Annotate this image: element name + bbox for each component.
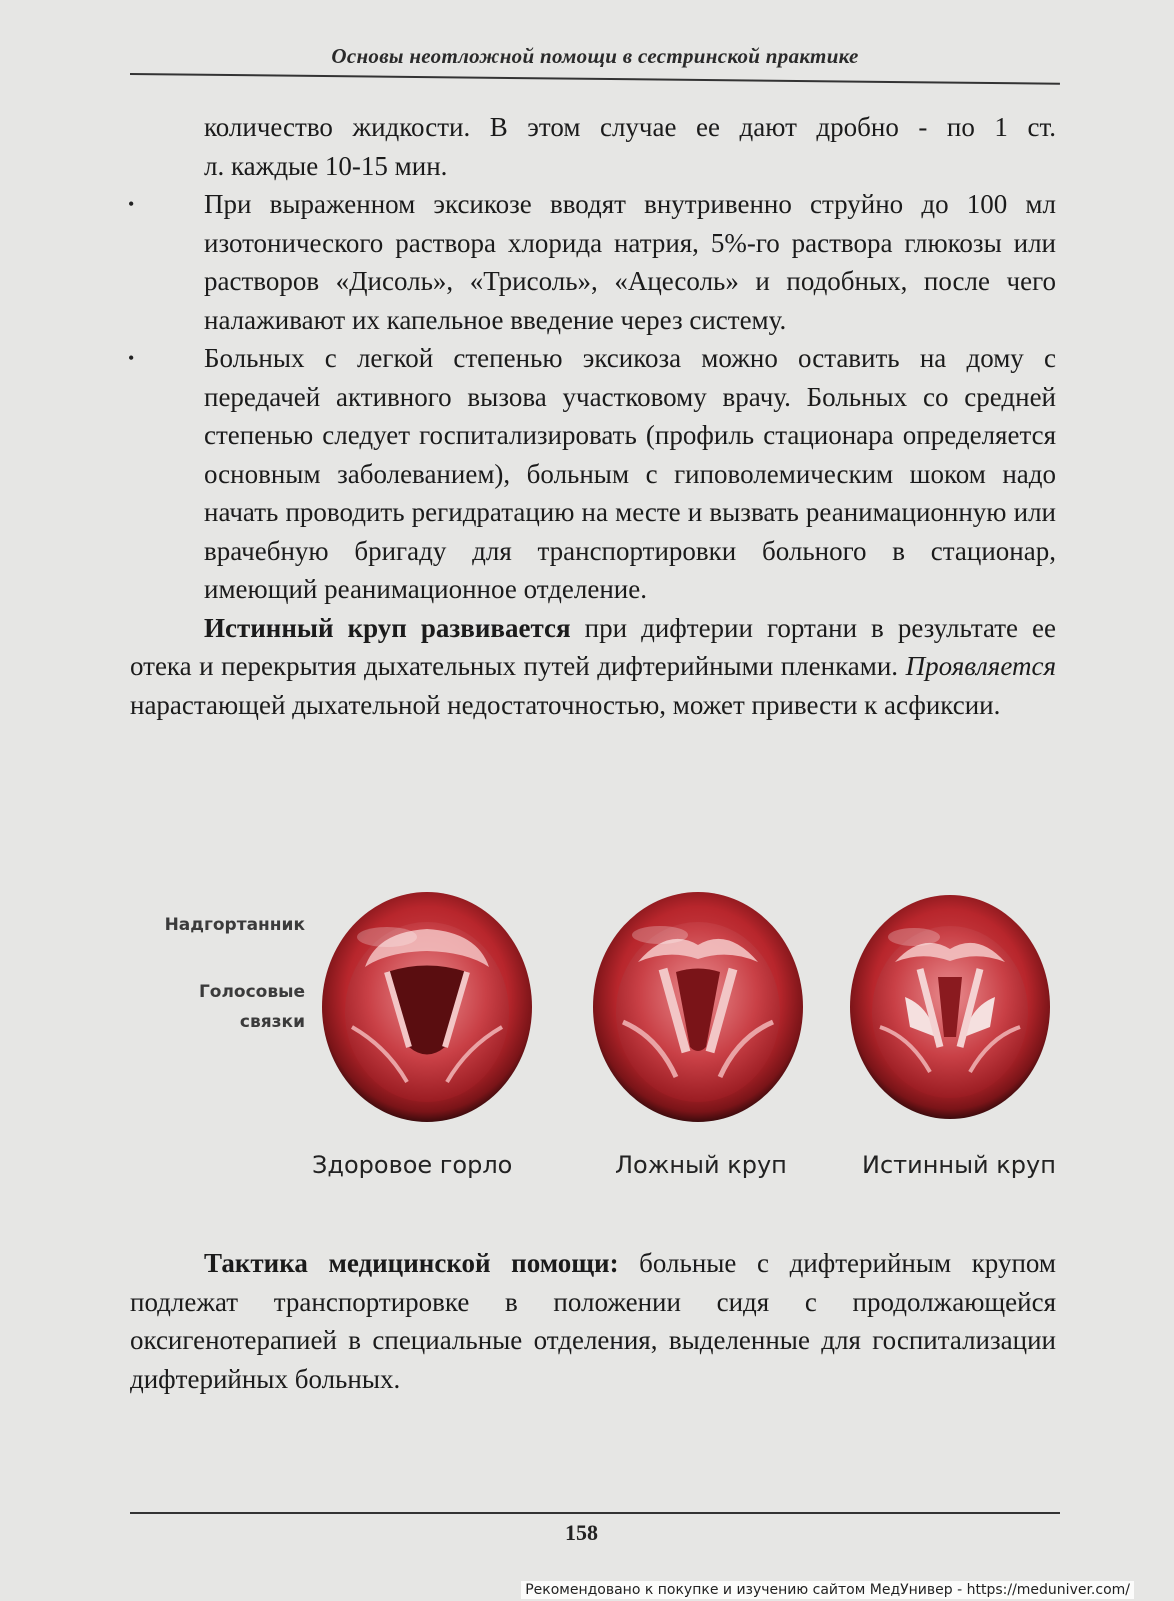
body-text xyxy=(130,108,1056,724)
bullet-icon: • xyxy=(128,194,135,214)
running-title: Основы неотложной помощи в сестринской практике xyxy=(331,44,859,68)
croup-text-2: нарастающей дыхательной недостаточностью, может привести к асфиксии. xyxy=(130,689,1001,720)
true-croup-image xyxy=(850,895,1050,1119)
list-item xyxy=(130,339,1056,609)
caption-true-croup: Истинный круп xyxy=(862,1151,1056,1179)
tactics-heading: Тактика медицинской помощи: xyxy=(204,1248,619,1278)
page-number: 158 xyxy=(565,1520,598,1545)
croup-emphasis: Проявляется xyxy=(905,651,1056,681)
bullet-icon: • xyxy=(128,348,135,368)
header-rule xyxy=(130,73,1060,85)
continuation-line-1: количество жидкости. В этом случае ее дают дробно - по 1 ст. xyxy=(204,112,1056,142)
watermark: Рекомендовано к покупке и изучению сайтом МедУнивер - https://meduniver.com/ xyxy=(521,1581,1134,1599)
false-croup-image xyxy=(593,892,803,1122)
caption-false-croup: Ложный круп xyxy=(615,1151,787,1179)
larynx-illustration xyxy=(130,885,1060,1135)
bullet-text-1: При выраженном эксикозе вводят внутривенно струйно до 100 мл изотонического раствора хлорида натрия, 5%-го раствора глюкозы или растворов «Дисоль», «Трисоль», «Ацесоль» и подобных, после чего налаживают их капельное введение через систему. xyxy=(204,189,1056,335)
tactics-text xyxy=(130,1244,1056,1398)
caption-healthy: Здоровое горло xyxy=(312,1151,513,1179)
croup-paragraph xyxy=(130,609,1056,725)
label-vocal-cords-line2: связки xyxy=(239,1012,305,1032)
healthy-throat-image xyxy=(322,892,532,1122)
croup-verb: развивается xyxy=(420,612,571,643)
footer-rule xyxy=(130,1512,1060,1514)
list-item xyxy=(130,185,1056,339)
label-epiglottis: Надгортанник xyxy=(164,915,305,935)
continuation-line-2: л. каждые 10-15 мин. xyxy=(204,150,448,181)
tactics-body: больные с дифтерийным крупом подлежат транспортировке в положении сидя с продолжающейся оксигенотерапией в специальные отделения, выделенные для госпитализации дифтерийных больных. xyxy=(130,1248,1056,1394)
tactics-paragraph xyxy=(130,1244,1056,1398)
croup-term: Истинный круп xyxy=(204,612,407,643)
bullet-text-2: Больных с легкой степенью эксикоза можно оставить на дому с передачей активного вызова участковому врачу. Больных со средней степенью следует госпитализировать (профиль стационара определяется основным заболеванием), больным с гиповолемическим шоком надо начать проводить регидратацию на месте и вызвать реанимационную или врачебную бригаду для транспортировки больного в стационар, имеющий реанимационное отделение. xyxy=(204,343,1056,604)
label-vocal-cords-line1: Голосовые xyxy=(198,982,305,1002)
larynx-figure xyxy=(130,885,1060,1205)
croup-text-1: при дифтерии гортани в результате ее отека и перекрытия дыхательных путей дифтерийными пленками. xyxy=(130,612,1057,681)
